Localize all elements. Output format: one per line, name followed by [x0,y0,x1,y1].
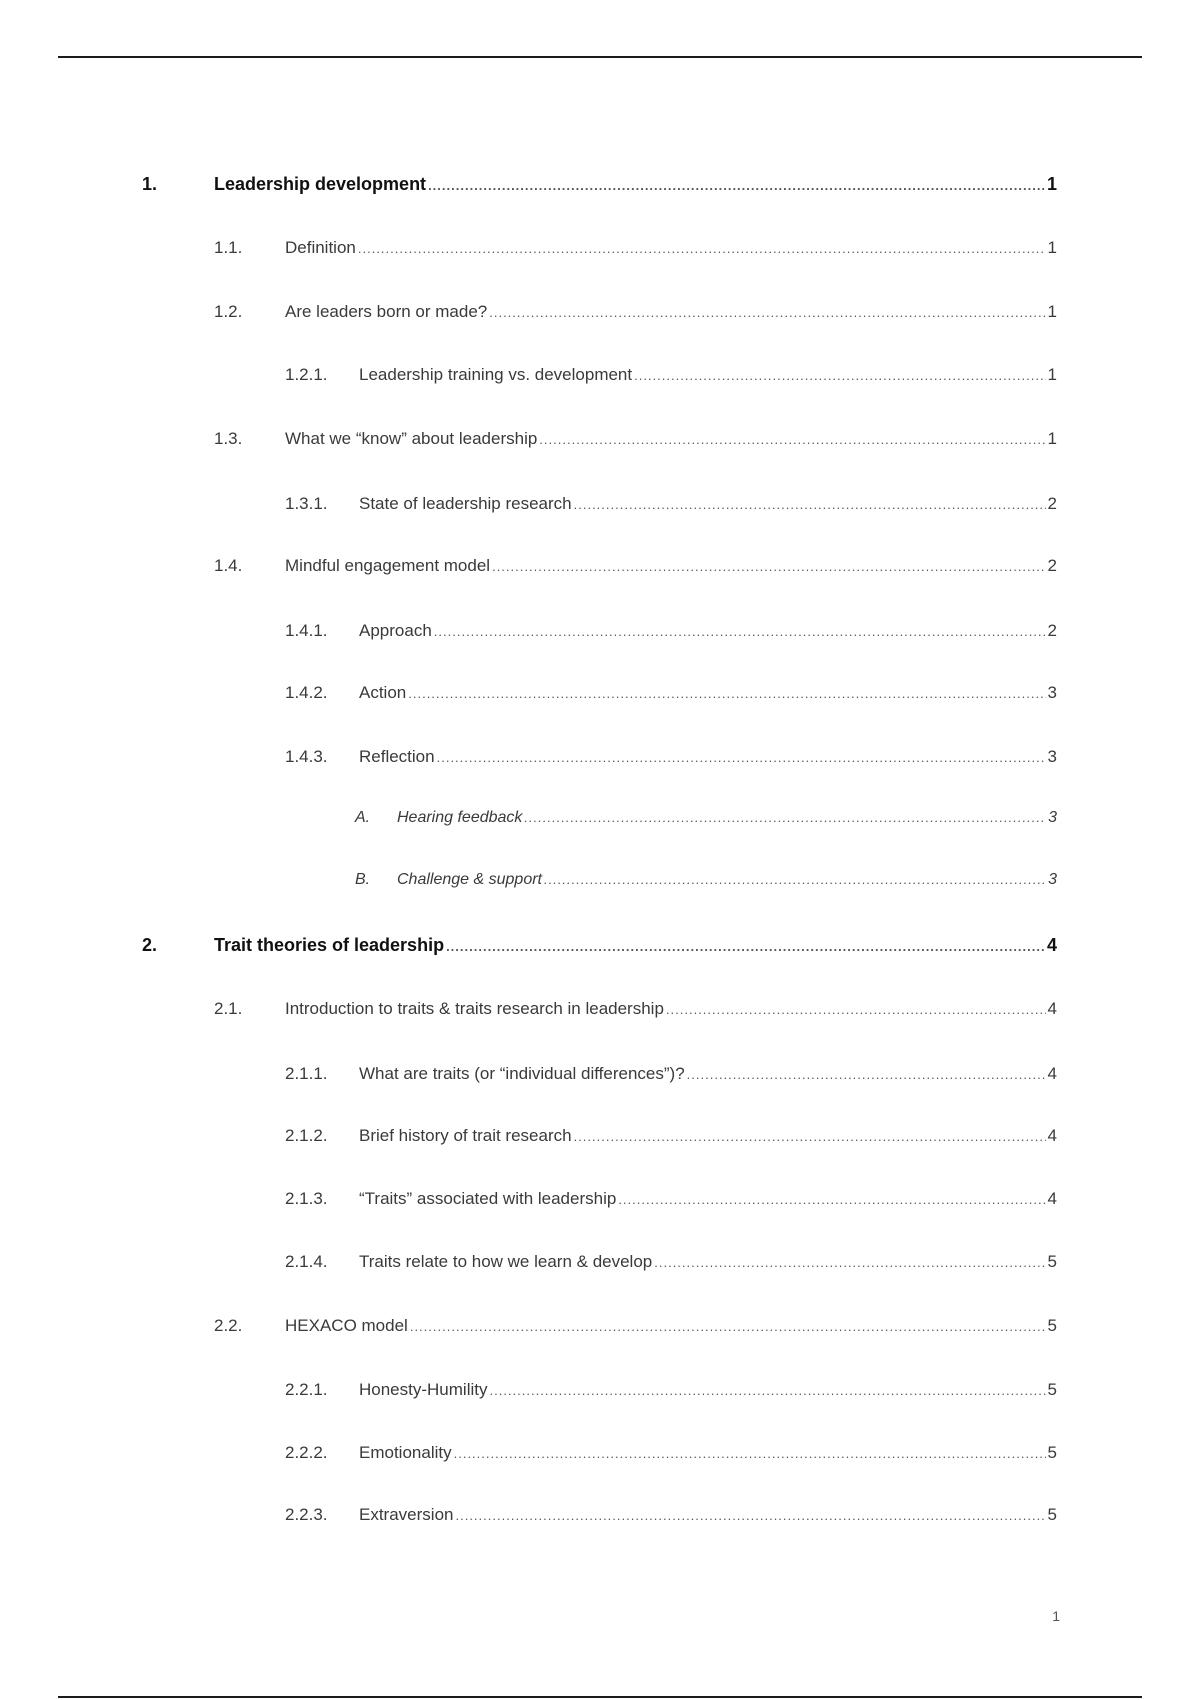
toc-number: 1.4.2. [285,683,328,702]
dot-leader [446,935,1045,959]
toc-page-number: 2 [1047,494,1057,513]
toc-page-number: 1 [1046,174,1057,194]
dot-leader [524,806,1046,830]
toc-page-number: 1 [1047,238,1057,257]
toc-title: Leadership development [214,174,427,194]
toc-title: Introduction to traits & traits research in leadership [285,999,664,1018]
toc-number: A. [355,809,371,826]
toc-number: 1.4.3. [285,747,328,766]
toc-number: 1.4. [214,556,243,575]
dot-leader [574,1125,1046,1149]
dot-leader [437,746,1046,770]
toc-title: Honesty-Humility [359,1380,488,1399]
toc-entry[interactable] [285,492,1057,516]
dot-leader [428,174,1045,198]
dot-leader [434,620,1046,644]
toc-title: Mindful engagement model [285,556,491,575]
toc-entry[interactable] [285,363,1057,387]
toc-number: 2.2.1. [285,1380,328,1399]
dot-leader [455,1504,1045,1528]
toc-number: 1.2. [214,302,243,321]
toc-page-number: 3 [1047,747,1057,766]
toc-entry[interactable] [285,1503,1057,1527]
toc-page-number: 1 [1047,302,1057,321]
toc-page-number: 5 [1047,1316,1057,1335]
header-rule [58,56,1142,58]
toc-page-number: 5 [1047,1505,1057,1524]
toc-title: Trait theories of leadership [214,935,445,955]
toc-number: 2.1.1. [285,1064,328,1083]
dot-leader [454,1442,1046,1466]
toc-page-number: 4 [1047,1189,1057,1208]
toc-title: Reflection [359,747,435,766]
toc-page-number: 4 [1046,935,1057,955]
dot-leader [618,1188,1045,1212]
toc-title: Traits relate to how we learn & develop [359,1252,653,1271]
toc-title: HEXACO model [285,1316,408,1335]
toc-number: B. [355,871,371,888]
dot-leader [539,428,1045,452]
toc-number: 1.4.1. [285,621,328,640]
dot-leader [489,301,1045,325]
toc-entry[interactable] [285,1441,1057,1465]
toc-entry[interactable] [285,619,1057,643]
toc-entry[interactable] [214,236,1057,260]
dot-leader [687,1063,1046,1087]
toc-entry[interactable] [214,427,1057,451]
toc-number: 1.2.1. [285,365,328,384]
toc-entry[interactable] [285,1250,1057,1274]
toc-page-number: 2 [1047,556,1057,575]
toc-title: Definition [285,238,356,257]
toc-title: What are traits (or “individual differences”)? [359,1064,685,1083]
page-number: 1 [1052,1608,1060,1624]
toc-title: State of leadership research [359,494,572,513]
toc-entry[interactable] [285,681,1057,705]
toc-number: 2.1.4. [285,1252,328,1271]
toc-entry[interactable] [214,1314,1057,1338]
toc-number: 1.3.1. [285,494,328,513]
toc-page-number: 1 [1047,365,1057,384]
toc-entry[interactable] [285,1124,1057,1148]
toc-number: 2.2. [214,1316,243,1335]
dot-leader [492,555,1045,579]
dot-leader [410,1315,1046,1339]
toc-page-number: 3 [1047,683,1057,702]
toc-number: 2.2.2. [285,1443,328,1462]
toc-number: 2.1.2. [285,1126,328,1145]
toc-entry[interactable] [285,745,1057,769]
toc-number: 2.1.3. [285,1189,328,1208]
toc-number: 1.3. [214,429,243,448]
dot-leader [666,998,1046,1022]
toc-title: Hearing feedback [397,809,523,826]
toc-entry[interactable] [214,554,1057,578]
toc-page-number: 4 [1047,999,1057,1018]
toc-number: 2. [142,935,158,955]
toc-title: Leadership training vs. development [359,365,633,384]
toc-page-number: 1 [1047,429,1057,448]
dot-leader [544,868,1046,892]
toc-entry[interactable] [355,868,1057,892]
toc-title: Challenge & support [397,871,542,888]
toc-entry[interactable] [142,933,1057,957]
dot-leader [574,493,1046,517]
toc-page-number: 4 [1047,1126,1057,1145]
toc-entry[interactable] [214,300,1057,324]
dot-leader [634,364,1045,388]
toc-page-number: 3 [1048,871,1057,888]
dot-leader [489,1379,1045,1403]
toc-title: “Traits” associated with leadership [359,1189,617,1208]
toc-title: Brief history of trait research [359,1126,572,1145]
toc-number: 2.1. [214,999,243,1018]
toc-entry[interactable] [285,1062,1057,1086]
toc-number: 2.2.3. [285,1505,328,1524]
toc-entry[interactable] [355,806,1057,830]
toc-page-number: 5 [1047,1443,1057,1462]
toc-number: 1. [142,174,158,194]
toc-page-number: 3 [1048,809,1057,826]
toc-entry[interactable] [142,172,1057,196]
toc-title: Approach [359,621,432,640]
toc-title: Emotionality [359,1443,452,1462]
toc-number: 1.1. [214,238,243,257]
toc-page-number: 5 [1047,1380,1057,1399]
dot-leader [358,237,1046,261]
toc-title: Are leaders born or made? [285,302,488,321]
toc-page-number: 5 [1047,1252,1057,1271]
toc-title: What we “know” about leadership [285,429,538,448]
toc-page-number: 2 [1047,621,1057,640]
toc-entry[interactable] [285,1187,1057,1211]
toc-entry[interactable] [285,1378,1057,1402]
dot-leader [654,1251,1045,1275]
toc-page-number: 4 [1047,1064,1057,1083]
toc-title: Extraversion [359,1505,454,1524]
toc-entry[interactable] [214,997,1057,1021]
toc-title: Action [359,683,407,702]
dot-leader [408,682,1045,706]
footer-rule [58,1696,1142,1698]
